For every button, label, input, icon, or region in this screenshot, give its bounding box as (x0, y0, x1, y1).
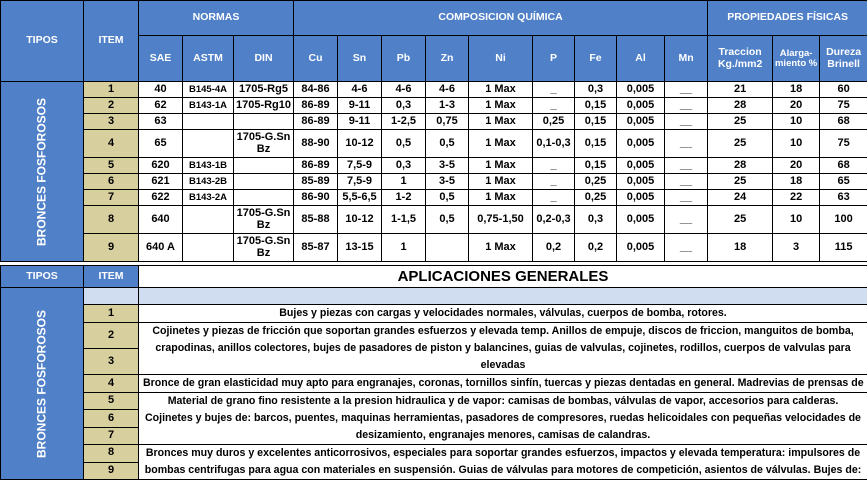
cell-ni: 1 Max (469, 98, 533, 114)
cell-mn: __ (665, 130, 708, 158)
header-alargamiento: Alarga-miento % (773, 36, 820, 82)
apps-item: 7 (84, 427, 139, 444)
header-dureza: Dureza Brinell (820, 36, 867, 82)
cell-astm: B145-4A (183, 82, 234, 98)
header-al: Al (617, 36, 665, 82)
apps-item-blank (84, 288, 139, 305)
cell-din (234, 174, 294, 190)
cell-din (234, 190, 294, 206)
cell-al: 0,005 (617, 98, 665, 114)
cell-zn: 0,75 (426, 114, 469, 130)
cell-din: 1705-G.Sn Bz (234, 206, 294, 234)
cell-astm (183, 206, 234, 234)
cell-cu: 85-89 (294, 174, 338, 190)
cell-pb: 1 (382, 234, 426, 262)
cell-mn: __ (665, 158, 708, 174)
cell-al: 0,005 (617, 82, 665, 98)
header-astm: ASTM (183, 36, 234, 82)
cell-sn: 9-11 (338, 114, 382, 130)
header-ni: Ni (469, 36, 533, 82)
cell-traccion: 25 (708, 130, 773, 158)
apps-item: 5 (84, 393, 139, 410)
cell-dureza: 60 (820, 82, 867, 98)
apps-item: 3 (84, 349, 139, 375)
cell-traccion: 21 (708, 82, 773, 98)
header-p: P (533, 36, 575, 82)
cell-sae: 621 (139, 174, 183, 190)
cell-ni: 1 Max (469, 190, 533, 206)
cell-sn: 10-12 (338, 206, 382, 234)
cell-fe: 0,15 (575, 114, 617, 130)
cell-ni: 1 Max (469, 130, 533, 158)
row-item: 1 (84, 82, 139, 98)
cell-traccion: 25 (708, 114, 773, 130)
cell-fe: 0,15 (575, 98, 617, 114)
header-traccion: Traccion Kg./mm2 (708, 36, 773, 82)
cell-alargamiento: 18 (773, 174, 820, 190)
apps-text: Bronces muy duros y excelentes anticorrosivos, especiales para soportar grandes esfuerzos, impactos y elevada temperatura: impulsores de bombas centrifugas para agua con materiales en suspensión. Guias de válvulas para motores de competición, asientos de válvulas. Bujes de: (139, 445, 867, 480)
cell-mn: __ (665, 190, 708, 206)
cell-zn: 0,5 (426, 206, 469, 234)
row-item: 6 (84, 174, 139, 190)
group-label: BRONCES FOSFOROSOS (36, 97, 49, 245)
cell-zn: 3-5 (426, 174, 469, 190)
cell-sn: 9-11 (338, 98, 382, 114)
apps-text: Material de grano fino resistente a la presion hidraulica y de vapor: camisas de bombas, válvulas de vapor, accesorios para calderas. Cojinetes y bujes de: barcos, puentes, maquinas herramientas, pasadores de compresores, ruedas helicoidales con pequeñas velocidades de desizamiento, engranajes menores, camisas de calandras. (139, 393, 867, 445)
cell-sn: 5,5-6,5 (338, 190, 382, 206)
cell-p: 0,25 (533, 114, 575, 130)
header-item: ITEM (84, 1, 139, 82)
cell-cu: 84-86 (294, 82, 338, 98)
cell-traccion: 18 (708, 234, 773, 262)
cell-fe: 0,25 (575, 190, 617, 206)
cell-zn: 4-6 (426, 82, 469, 98)
apps-item: 9 (84, 462, 139, 480)
cell-cu: 86-89 (294, 98, 338, 114)
cell-mn: __ (665, 206, 708, 234)
cell-p: _ (533, 98, 575, 114)
cell-cu: 86-89 (294, 158, 338, 174)
cell-fe: 0,3 (575, 206, 617, 234)
cell-traccion: 24 (708, 190, 773, 206)
cell-pb: 1 (382, 174, 426, 190)
cell-mn: __ (665, 82, 708, 98)
cell-zn: 3-5 (426, 158, 469, 174)
cell-ni: 0,75-1,50 (469, 206, 533, 234)
cell-din: 1705-G.Sn Bz (234, 130, 294, 158)
cell-cu: 85-87 (294, 234, 338, 262)
cell-alargamiento: 10 (773, 114, 820, 130)
cell-p: _ (533, 174, 575, 190)
cell-dureza: 63 (820, 190, 867, 206)
cell-sn: 10-12 (338, 130, 382, 158)
cell-dureza: 100 (820, 206, 867, 234)
apps-item: 4 (84, 375, 139, 393)
cell-sae: 65 (139, 130, 183, 158)
cell-al: 0,005 (617, 158, 665, 174)
cell-fe: 0,2 (575, 234, 617, 262)
cell-alargamiento: 22 (773, 190, 820, 206)
cell-traccion: 28 (708, 158, 773, 174)
cell-astm: B143-1A (183, 98, 234, 114)
apps-header-item: ITEM (84, 266, 139, 288)
cell-astm (183, 114, 234, 130)
cell-zn: 0,5 (426, 130, 469, 158)
cell-dureza: 65 (820, 174, 867, 190)
row-item: 5 (84, 158, 139, 174)
row-item: 2 (84, 98, 139, 114)
cell-pb: 4-6 (382, 82, 426, 98)
apps-text: Bronce de gran elasticidad muy apto para engranajes, coronas, tornillos sinfín, tuercas y piezas dentadas en general. Madrevias de prensas de (139, 375, 867, 393)
header-cu: Cu (294, 36, 338, 82)
apps-item: 1 (84, 305, 139, 323)
apps-title: APLICACIONES GENERALES (139, 266, 867, 288)
cell-fe: 0,25 (575, 174, 617, 190)
cell-din (234, 158, 294, 174)
row-item: 4 (84, 130, 139, 158)
cell-alargamiento: 18 (773, 82, 820, 98)
cell-dureza: 115 (820, 234, 867, 262)
cell-pb: 0,3 (382, 98, 426, 114)
cell-din: 1705-Rg10 (234, 98, 294, 114)
cell-zn: 1-3 (426, 98, 469, 114)
cell-al: 0,005 (617, 130, 665, 158)
cell-p: 0,2-0,3 (533, 206, 575, 234)
header-propiedades: PROPIEDADES FÍSICAS (708, 1, 867, 36)
cell-sae: 640 (139, 206, 183, 234)
header-din: DIN (234, 36, 294, 82)
cell-astm: B143-2B (183, 174, 234, 190)
cell-sn: 4-6 (338, 82, 382, 98)
cell-traccion: 28 (708, 98, 773, 114)
cell-p: _ (533, 158, 575, 174)
header-zn: Zn (426, 36, 469, 82)
cell-pb: 1-2 (382, 190, 426, 206)
apps-item: 8 (84, 445, 139, 463)
cell-ni: 1 Max (469, 158, 533, 174)
header-normas: NORMAS (139, 1, 294, 36)
cell-fe: 0,15 (575, 130, 617, 158)
cell-sn: 7,5-9 (338, 158, 382, 174)
cell-ni: 1 Max (469, 174, 533, 190)
cell-al: 0,005 (617, 190, 665, 206)
header-sae: SAE (139, 36, 183, 82)
cell-al: 0,005 (617, 114, 665, 130)
cell-p: _ (533, 190, 575, 206)
cell-ni: 1 Max (469, 82, 533, 98)
apps-group-label: BRONCES FOSFOROSOS (36, 309, 49, 457)
cell-pb: 1-2,5 (382, 114, 426, 130)
cell-sae: 640 A (139, 234, 183, 262)
row-item: 3 (84, 114, 139, 130)
cell-alargamiento: 10 (773, 206, 820, 234)
cell-astm: B143-1B (183, 158, 234, 174)
cell-cu: 88-90 (294, 130, 338, 158)
cell-astm: B143-2A (183, 190, 234, 206)
cell-din: 1705-Rg5 (234, 82, 294, 98)
cell-fe: 0,15 (575, 158, 617, 174)
cell-sae: 62 (139, 98, 183, 114)
cell-din (234, 114, 294, 130)
cell-cu: 86-90 (294, 190, 338, 206)
cell-mn: __ (665, 174, 708, 190)
cell-traccion: 25 (708, 174, 773, 190)
cell-zn (426, 234, 469, 262)
apps-text: Cojinetes y piezas de fricción que soportan grandes esfuerzos y elevada temp. Anillos de empuje, discos de friccion, manguitos de bomba, crapodinas, anillos colectores, bujes de pasadores de piston y balancines, guias de valvulas, cojinetes, rodillos, cuerpos de valvulas para elevadas (139, 323, 867, 375)
cell-sn: 13-15 (338, 234, 382, 262)
cell-p: _ (533, 82, 575, 98)
header-pb: Pb (382, 36, 426, 82)
cell-alargamiento: 20 (773, 98, 820, 114)
apps-item: 6 (84, 410, 139, 427)
apps-item: 2 (84, 323, 139, 349)
cell-astm (183, 130, 234, 158)
cell-sae: 620 (139, 158, 183, 174)
cell-astm (183, 234, 234, 262)
cell-cu: 86-89 (294, 114, 338, 130)
cell-al: 0,005 (617, 206, 665, 234)
cell-al: 0,005 (617, 174, 665, 190)
cell-dureza: 75 (820, 130, 867, 158)
cell-al: 0,005 (617, 234, 665, 262)
cell-zn: 0,5 (426, 190, 469, 206)
cell-sae: 63 (139, 114, 183, 130)
header-fe: Fe (575, 36, 617, 82)
apps-group-label-cell (1, 288, 84, 480)
cell-alargamiento: 10 (773, 130, 820, 158)
cell-alargamiento: 20 (773, 158, 820, 174)
apps-text: Bujes y piezas con cargas y velocidades normales, válvulas, cuerpos de bomba, rotores. (139, 305, 867, 323)
cell-dureza: 75 (820, 98, 867, 114)
cell-alargamiento: 3 (773, 234, 820, 262)
cell-p: 0,2 (533, 234, 575, 262)
header-composicion: COMPOSICION QUÍMICA (294, 1, 708, 36)
cell-sae: 622 (139, 190, 183, 206)
apps-text-blank (139, 288, 867, 305)
cell-din: 1705-G.Sn Bz (234, 234, 294, 262)
group-label-cell (1, 82, 84, 262)
applications-table (0, 265, 867, 480)
cell-sae: 40 (139, 82, 183, 98)
cell-fe: 0,3 (575, 82, 617, 98)
cell-p: 0,1-0,3 (533, 130, 575, 158)
apps-header-tipos: TIPOS (1, 266, 84, 288)
cell-pb: 0,5 (382, 130, 426, 158)
cell-mn: __ (665, 114, 708, 130)
header-mn: Mn (665, 36, 708, 82)
cell-cu: 85-88 (294, 206, 338, 234)
header-tipos: TIPOS (1, 1, 84, 82)
cell-pb: 1-1,5 (382, 206, 426, 234)
cell-pb: 0,3 (382, 158, 426, 174)
cell-dureza: 68 (820, 114, 867, 130)
cell-mn: __ (665, 98, 708, 114)
cell-ni: 1 Max (469, 114, 533, 130)
row-item: 7 (84, 190, 139, 206)
row-item: 9 (84, 234, 139, 262)
cell-ni: 1 Max (469, 234, 533, 262)
cell-sn: 7,5-9 (338, 174, 382, 190)
header-sn: Sn (338, 36, 382, 82)
cell-mn: __ (665, 234, 708, 262)
cell-dureza: 68 (820, 158, 867, 174)
row-item: 8 (84, 206, 139, 234)
cell-traccion: 25 (708, 206, 773, 234)
